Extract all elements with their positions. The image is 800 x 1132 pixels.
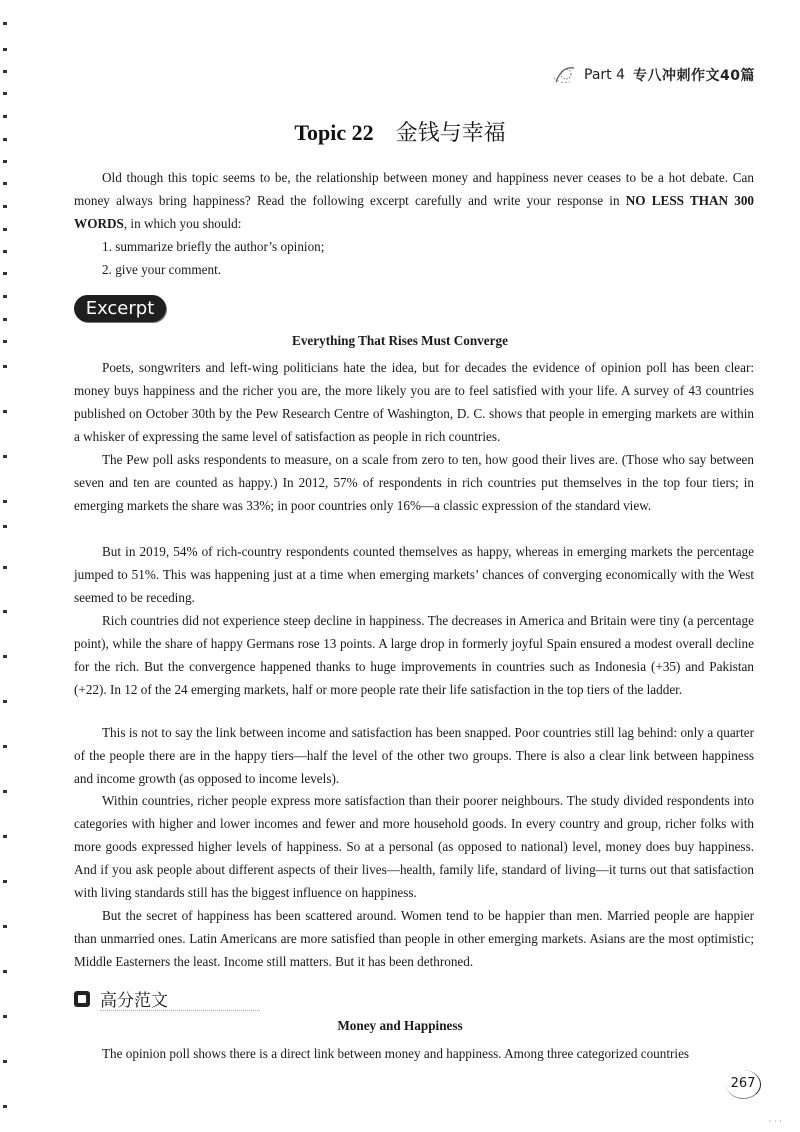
excerpt-paragraph: Within countries, richer people express more satisfaction than their poorer neighbours. The study divided respondents into categories with higher and lower incomes and fewer and more household goods. In every country and group, richer folks with more goods expressed higher levels of happiness. So at a personal (as opposed to national) level, money does buy happiness. And if you ask people about different aspects of their lives—health, family life, standard of living—it turns out that satisfaction with living standards still has the biggest influence on happiness. (74, 793, 754, 900)
prompt-item: 1. summarize briefly the author’s opinion; (102, 239, 325, 254)
excerpt-title: Everything That Rises Must Converge (292, 333, 508, 348)
excerpt-paragraph: This is not to say the link between income and satisfaction has been snapped. Poor countries still lag behind: only a quarter of the people there are in the happy tiers—half the level of the other two groups. There is also a clear link between happiness and income growth (as opposed to income levels). (74, 725, 754, 786)
excerpt-paragraph: Rich countries did not experience steep decline in happiness. The decreases in America and Britain were tiny (a percentage point), while the share of happy Germans rose 13 points. A large drop in formerly joyful Spain ensured a modest overall decline for the rich. But the convergence happened thanks to huge improvements in countries such as Indonesia (+35) and Pakistan (+22). In 12 of the 24 emerging markets, half or more people rate their life satisfaction in the top tiers of the ladder. (74, 613, 754, 697)
excerpt-paragraph: But in 2019, 54% of rich-country respondents counted themselves as happy, whereas in emerging markets the percentage jumped to 51%. This was happening just at a time when emerging markets’ chances of converging economically with the West seemed to be receding. (74, 544, 754, 605)
excerpt-paragraph: Poets, songwriters and left-wing politicians hate the idea, but for decades the evidence of opinion poll has been clear: money buys happiness and the richer you are, the more likely you are to feel satisfied with your life. A survey of 43 countries published on October 30th by the Pew Research Centre of Washington, D. C. shows that people in emerging markets are within a whisker of expressing the same level of satisfaction as people in rich countries. (74, 360, 754, 444)
corner-marks: · · · (768, 1116, 782, 1126)
model-essay-heading-label: 高分范文 (100, 991, 168, 1011)
model-essay-paragraph: The opinion poll shows there is a direct link between money and happiness. Among three categorized countries (102, 1046, 690, 1061)
word-count-requirement: NO LESS THAN 300 WORDS (74, 193, 755, 231)
binding-marks (0, 0, 14, 1132)
prompt-paragraph (74, 166, 754, 235)
topic-chinese-title: 金钱与幸福 (395, 121, 506, 146)
model-essay-title: Money and Happiness (337, 1018, 463, 1033)
excerpt-paragraph: The Pew poll asks respondents to measure, on a scale from zero to ten, how good their lives are. (Those who say between seven and ten are counted as happy.) In 2012, 57% of respondents in rich countries put themselves in the top four tiers; in emerging markets the share was 33%; in poor countries only 16%—a classic expression of the standard view. (74, 452, 754, 513)
header-ornament-icon (552, 64, 578, 86)
running-header (552, 64, 755, 86)
book-subtitle: 专八冲刺作文40篇 (633, 68, 755, 84)
prompt-text-end: , in which you should: (123, 216, 242, 231)
part-label: Part 4 (584, 67, 626, 83)
excerpt-paragraph: But the secret of happiness has been scattered around. Women tend to be happier than men. Married people are happier than unmarried ones. Latin Americans are more satisfied than people in other emerging markets. Asians are the most optimistic; Middle Easterners the least. Income still matters. But it has been dethroned. (74, 908, 754, 969)
page-number: 267 (726, 1070, 761, 1099)
model-essay-heading (74, 986, 168, 1011)
prompt-text: Old though this topic seems to be, the relationship between money and happiness never ceases to be a hot debate. Can money always bring happiness? Read the following excerpt carefully and write your response in (74, 170, 754, 208)
topic-title (0, 116, 800, 147)
heading-divider (100, 1010, 260, 1011)
excerpt-badge: Excerpt (74, 295, 166, 322)
prompt-item: 2. give your comment. (102, 262, 222, 277)
model-essay-icon (74, 991, 90, 1007)
topic-label: Topic 22 (294, 120, 374, 145)
